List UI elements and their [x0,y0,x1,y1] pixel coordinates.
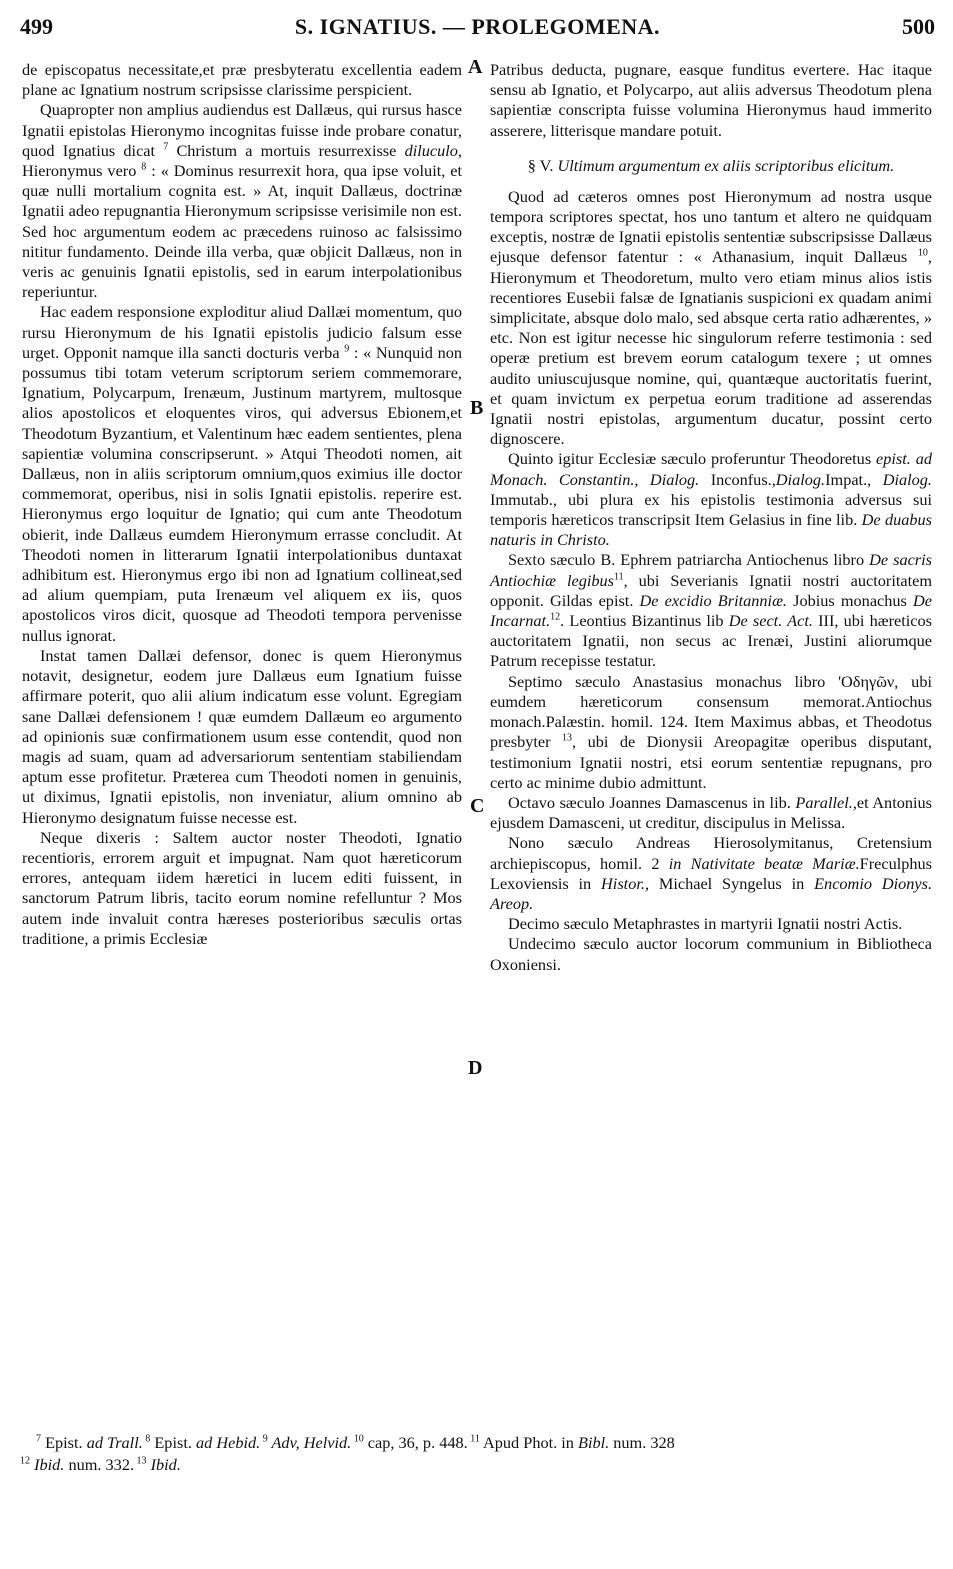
paragraph: Decimo sæculo Metaphrastes in martyrii Ignatii nostri Actis. [508,914,903,934]
running-title: S. IGNATIUS. — PROLEGOMENA. [294,14,661,39]
paragraph: Neque dixeris : Saltem auctor noster Theodoti, Ignatio recentioris, errorem arguit et impugnat. Nam quot hæreticorum errores, antequam iidem hæretici in lucem editi fuissent, in sanctorum Patrum libris, tacito eorum nomine refelluntur ? Mos autem inde invaluit contra hæreses posterioribus sæculis ortas traditione, a primis Ecclesiæ [22,827,462,948]
margin-marker-d: D [468,1057,483,1079]
right-column [490,60,932,975]
page-number-right: 500 [902,14,935,39]
paragraph: de episcopatus necessitate,et præ presbyteratu excellentia eadem plane ac Ignatium nostrum scripsisse clarissime perspicient. [22,60,462,100]
footnote-ref: 7 [163,141,169,153]
paragraph: Patribus deducta, pugnare, easque funditus evertere. Hac itaque sensu ab Ignatio, et Polycarpo, aut aliis adversus Theodotum plena sapientiæ conscripta fuisse volumina Hieronymus haud immerito asserere, litterisque mandare potuit. [490,60,932,140]
paragraph: Quapropter non amplius audiendus est Dallæus, qui rursus hasce Ignatii epistolas Hieronymo incognitas fuisse inde probare conatur, quod Ignatius dicat $^7$ Christum a mortuis resurrexisse diluculo, Hieronymus vero $^8$ : « Dominus resurrexit hora, qua ipse voluit, et quæ nulli mortalium cognita est. » At, inquit Dallæus, doctrinæ Ignatii adeo repugnantia Hieronymum scripsisse verisimile non est. Sed hoc argumentum eodem ac præcedens ruinoso ac falsissimo nititur fundamento. Deinde illa verba, quæ objicit Dallæus, non in veris ac genuinis Ignatii epistolis, sed in earum interpolationibus reperiuntur. [22,100,462,302]
footnote-ref: 10 [917,248,928,259]
paragraph: Hac eadem responsione exploditur aliud Dallæi momentum, quo rursu Hieronymum de his Ignatii epistolis judicio falsum esse urget. Opponit namque illa sancti docturis verba $^9$ : « Nunquid non possumus tibi totam veterum scriptorum seriem commemorare, Ignatium, Polycarpum, Irenæum, Justinum martyrem, multosque alios apostolicos et eloquentes viros, qui adversus Ebionem,et Theodotum Byzantium, et Valentinum hæc eadem sentientes, plena sapientiæ volumina conscripserunt. » Atqui Theodoti nomen, ait Dallæus, non in aliis scriptorum omnium,quos eximius ille doctor commemorat, operibus, nisi in solis Ignatii epistolis. reperire est. Hieronymus ergo loquitur de Ignatio; qui cum ante Theodotum obierit, inde Dallæus eumdem Hieronymum errasse concludit. At Theodoti nomen in litterarum Ignatii interpolationibus duntaxat adhibitum est. Hieronymus ergo ibi non ad Ignatium collineat,sed ad alium quempiam, puta Irenæum vel aliquem ex iis, quos apostolicos viros dicit, quosque ad Theodoti tempora pervenisse nullus ignorat. [22,302,462,645]
paragraph: Nono sæculo Andreas Hierosolymitanus, Cretensium archiepiscopus, homil. 2 in Nativitate beatæ Mariæ.Freculphus Lexoviensis in Histor., Michael Syngelus in Encomio Dionys. Areop. [490,833,933,913]
paragraph: Quod ad cæteros omnes post Hieronymum ad nostra usque tempora scriptores spectat, hos uno tantum et altero ne quidquam exceptis, nostræ de Ignatii epistolis sententiæ subscripsisse Dallæus ejusque defensor fatentur : « Athanasium, inquit Dallæus $^{10}$, Hieronymum et Theodoretum, multo vero etiam minus alios istis recentiores Eusebii falsæ de Ignatianis suspicioni ex quadam animi simplicitate, absque dolo malo, sed absque certa ratio adhærentes, » etc. Non est igitur necesse hic singulorum referre testimonia : sed operæ pretium est brevem eorum catalogum texere ; ut omnes audito uniuscujusque nomine, qui, quantæque auctoritatis fuerint, et quam invictum ex perpetua eorum traditione ad asserendas Ignatii nostri epistolas, argumentum ducatur, possint certo dignoscere. [490,186,932,449]
margin-marker-a: A [468,56,483,78]
footnote-line-1: $^7$ Epist. ad Trall. $^8$ Epist. ad Hebid. $^9$ Adv, Helvid. $^{10}$ cap, 36, p. 448. $^{11}$ Apud Phot. in Bibl. num. 328 [36,1433,675,1452]
margin-marker-b: B [470,397,484,419]
footnote-ref: 8 [141,161,147,173]
footnote-ref: 11 [614,571,624,583]
paragraph: Instat tamen Dallæi defensor, donec is quem Hieronymus notavit, designetur, eodem jure Dallæus eum Ignatium fuisse affirmare poterit, quo alii alium indicatum esse volunt. Egregiam sane Dallæi defensionem ! quæ eumdem Dallæum eo argumento ad opinionis suæ confirmationem usum esse contendit, quod non magis ad suam, quam ad adversariorum sententiam stabiliendam aptum esse profitetur. Præterea cum Theodoti nomen in genuinis, ut diximus, Ignatii epistolis, non inveniatur, alium omnino ab Hieronymo designatum fuisse necesse est. [22,645,462,827]
page-header [20,14,935,44]
paragraph: Sexto sæculo B. Ephrem patriarcha Antiochenus libro De sacris Antiochiæ legibus$^{11}$, ubi Severianis Ignatii nostri auctoritatem opponit. Gildas epist. De excidio Britanniæ. Jobius monachus De Incarnat.$^{12}$. Leontius Bizantinus lib De sect. Act. III, ubi hæreticos auctoritatem Ignatii, non secus ac Irenæi, Justini aliorumque Patrum recepisse testatur. [490,550,933,671]
paragraph: Undecimo sæculo auctor locorum communium in Bibliotheca Oxoniensi. [490,934,932,974]
paragraph: Octavo sæculo Joannes Damascenus in lib. Parallel.,et Antonius ejusdem Damasceni, ut creditur, discipulus in Melissa. [490,792,932,833]
paragraph: Septimo sæculo Anastasius monachus libro 'Οδηγῶν, ubi eumdem hæreticorum consensum memorat.Antiochus monach.Palæstin. homil. 124. Item Maximus abbas, et Theodotus presbyter $^{13}$, ubi de Dionysii Areopagitæ operibus disputant, testimonium Ignatii nostri, etsi eorum sententiæ repugnans, pro certo ac minime dubio admittunt. [490,671,932,792]
footnote-ref: 13 [562,732,573,744]
footnote-ref: 9 [344,343,350,355]
footnote-line-2: $^{12}$ Ibid. num. 332. $^{13}$ Ibid. [20,1455,181,1474]
left-column [22,60,462,949]
margin-marker-c: C [470,795,485,817]
footnotes [20,1432,935,1476]
page-number-left: 499 [20,14,53,39]
paragraph: Quinto igitur Ecclesiæ sæculo proferuntur Theodoretus epist. ad Monach. Constantin., Dialog. Inconfus.,Dialog.Impat., Dialog. Immutab., ubi plura ex his epistolis testimonia adversus sui temporis hæreticos transcripsit Item Gelasius in fine lib. De duabus naturis in Christo. [490,449,933,550]
section-heading: § V. Ultimum argumentum ex aliis scriptoribus elicitum. [527,155,895,175]
footnote-ref: 12 [550,611,561,623]
